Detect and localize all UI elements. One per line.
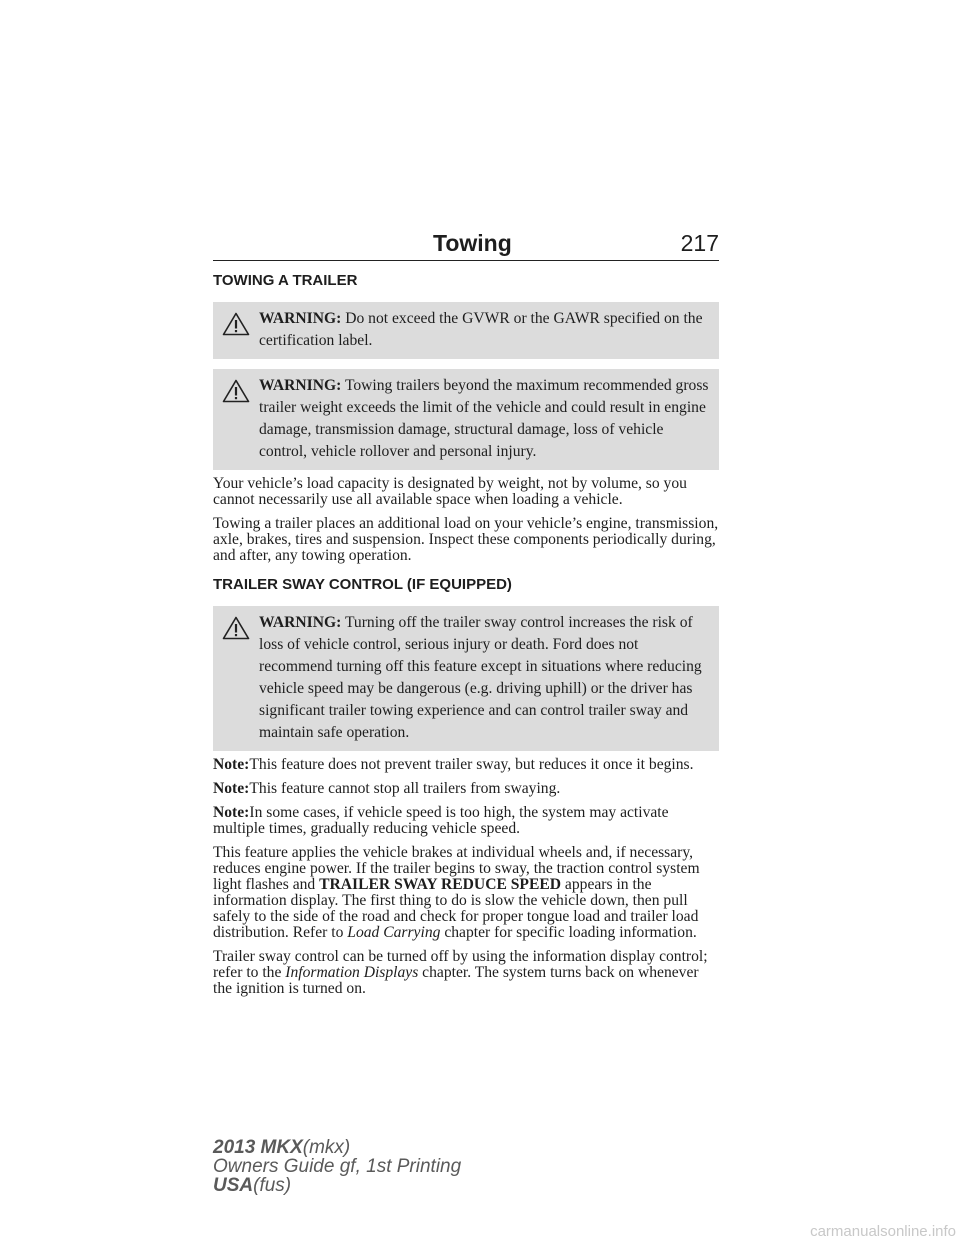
note-paragraph <box>213 781 719 797</box>
body-paragraph: Towing a trailer places an additional load on your vehicle’s engine, transmission, axle, brakes, tires and suspension. Inspect these components periodically during, and after, any towing operation. <box>213 515 719 564</box>
paragraph-text: chapter. The system turns back on whenever the ignition is turned on. <box>213 964 699 997</box>
paragraph-text: This feature applies the vehicle brakes at individual wheels and, if necessary, reduces engine power. If the trailer begins to sway, the traction control system light flashes and <box>213 844 700 893</box>
warning-box <box>213 369 719 470</box>
warning-text: Do not exceed the GVWR or the GAWR specified on the certification label. <box>259 310 703 349</box>
note-text: This feature does not prevent trailer sway, but reduces it once it begins. <box>249 756 694 773</box>
footer-market-code: (fus) <box>253 1175 292 1196</box>
note-text: This feature cannot stop all trailers from swaying. <box>249 780 561 797</box>
footer-model: 2013 MKX <box>213 1137 303 1158</box>
warning-label: WARNING: <box>259 614 342 631</box>
section-heading-trailer-sway-control: TRAILER SWAY CONTROL (IF EQUIPPED) <box>213 576 512 593</box>
chapter-reference-load-carrying: Load Carrying <box>347 924 441 941</box>
footer-guide-info: Owners Guide gf, 1st Printing <box>213 1156 462 1177</box>
paragraph-text: Trailer sway control can be turned off by using the information display control; refer to the <box>213 948 708 981</box>
warning-text: Turning off the trailer sway control increases the risk of loss of vehicle control, serious injury or death. Ford does not recommend turning off this feature except in situations where reducing vehicle speed may be dangerous (e.g. driving uphill) or the driver has significant trailer towing experience and can control trailer sway and maintain safe operation. <box>259 614 702 741</box>
note-paragraph <box>213 805 719 837</box>
note-text: In some cases, if vehicle speed is too high, the system may activate multiple times, gradually reducing vehicle speed. <box>213 804 669 837</box>
warning-text: Towing trailers beyond the maximum recommended gross trailer weight exceeds the limit of the vehicle and could result in engine damage, transmission damage, structural damage, loss of vehicle control, vehicle rollover and personal injury. <box>259 377 709 460</box>
body-paragraph: Your vehicle’s load capacity is designated by weight, not by volume, so you cannot necessarily use all available space when loading a vehicle. <box>213 475 687 508</box>
note-label: Note: <box>213 804 250 821</box>
warning-triangle-icon <box>222 312 250 336</box>
chapter-title: Towing <box>433 230 512 256</box>
print-footer <box>213 1138 461 1195</box>
body-paragraph <box>213 845 719 941</box>
warning-label: WARNING: <box>259 377 342 394</box>
warning-triangle-icon <box>222 616 250 640</box>
note-paragraph <box>213 757 719 773</box>
warning-triangle-icon <box>222 379 250 403</box>
page-number: 217 <box>680 230 719 256</box>
footer-model-code: (mkx) <box>302 1137 351 1158</box>
note-label: Note: <box>213 756 250 773</box>
footer-market: USA <box>213 1175 254 1196</box>
note-label: Note: <box>213 780 250 797</box>
chapter-reference-information-displays: Information Displays <box>285 964 419 981</box>
warning-box <box>213 302 719 359</box>
body-paragraph <box>213 949 719 997</box>
section-heading-towing-a-trailer: TOWING A TRAILER <box>213 272 358 289</box>
warning-label: WARNING: <box>259 310 342 327</box>
warning-box <box>213 606 719 751</box>
display-message-text: TRAILER SWAY REDUCE SPEED <box>319 876 562 893</box>
page-header <box>213 228 719 258</box>
page-content <box>213 268 719 1005</box>
paragraph-text: appears in the information display. The first thing to do is slow the vehicle down, then pull safely to the side of the road and check for proper tongue load and trailer load distribution. Refer to <box>213 876 699 941</box>
watermark: carmanualsonline.info <box>810 1223 956 1240</box>
header-rule <box>213 260 719 261</box>
paragraph-text: chapter for specific loading information. <box>440 924 697 941</box>
